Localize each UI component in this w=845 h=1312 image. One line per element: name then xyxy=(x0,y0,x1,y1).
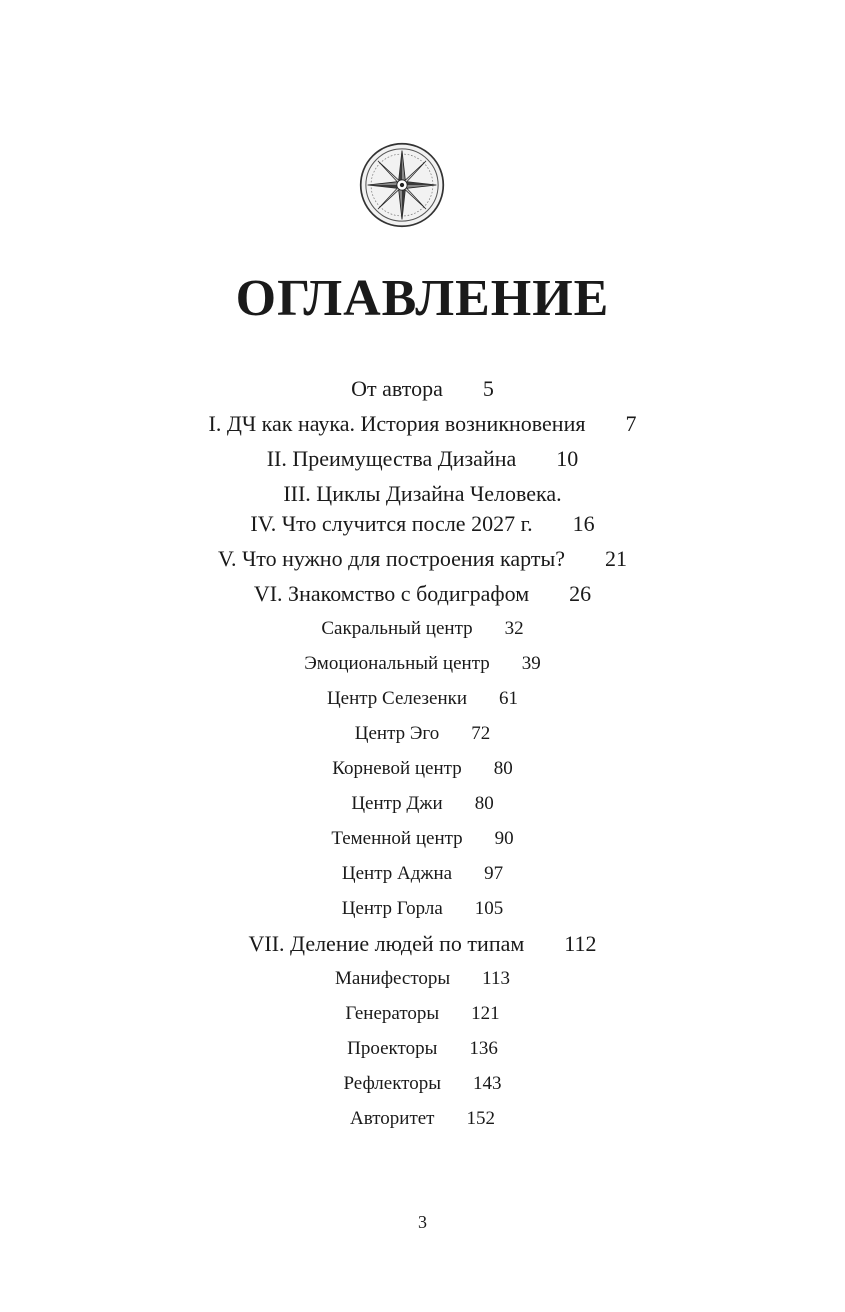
toc-entry-title: Центр Джи xyxy=(351,793,443,814)
toc-entry xyxy=(0,752,845,786)
toc-entry xyxy=(0,962,845,996)
toc-entry-title: Манифесторы xyxy=(335,968,451,989)
toc-entry-page: 136 xyxy=(469,1038,498,1059)
toc-entry-title: Центр Эго xyxy=(354,723,440,744)
toc-entry-page: 39 xyxy=(521,653,541,674)
toc-entry xyxy=(0,442,845,476)
toc-entry xyxy=(0,787,845,821)
toc-entry-page: 5 xyxy=(482,376,494,401)
toc-entry-page: 112 xyxy=(564,931,597,956)
toc-entry-title: Эмоциональный центр xyxy=(304,653,490,674)
toc-entry-title: V. Что нужно для построения карты? xyxy=(217,546,566,571)
toc-entry-page: 72 xyxy=(471,723,491,744)
toc-entry xyxy=(0,997,845,1031)
toc-entry-title: Корневой центр xyxy=(332,758,462,779)
toc-entry-page: 152 xyxy=(466,1108,495,1129)
toc-entry-title: II. Преимущества Дизайна xyxy=(266,446,517,471)
toc-entry xyxy=(0,1032,845,1066)
toc-entry-page: 80 xyxy=(493,758,513,779)
toc-entry xyxy=(0,1067,845,1101)
toc-entry-page: 7 xyxy=(625,411,637,436)
toc-entry-page: 97 xyxy=(484,863,504,884)
toc-entry-title: Генераторы xyxy=(345,1003,440,1024)
toc-entry-page: 143 xyxy=(473,1073,502,1094)
toc-entry-page: 32 xyxy=(504,618,524,639)
toc-entry xyxy=(0,647,845,681)
toc-entry xyxy=(0,822,845,856)
toc-entry-title: III. Циклы Дизайна Человека. xyxy=(283,481,562,506)
toc-entry-title: Сакральный центр xyxy=(321,618,473,639)
toc-entry-page: 121 xyxy=(471,1003,500,1024)
toc-entry-title: Центр Аджна xyxy=(341,863,453,884)
toc-entry-page: 90 xyxy=(494,828,514,849)
toc-entry xyxy=(0,682,845,716)
toc-entry xyxy=(0,507,845,541)
toc-entry-title: Проекторы xyxy=(347,1038,438,1059)
toc-entry-title: Центр Горла xyxy=(341,898,443,919)
page-title: ОГЛАВЛЕНИЕ xyxy=(235,270,610,327)
toc-entry xyxy=(0,717,845,751)
toc-entry xyxy=(0,372,845,406)
toc-entry xyxy=(0,407,845,441)
toc-entry xyxy=(0,857,845,891)
toc-entry xyxy=(0,1102,845,1136)
toc-entry xyxy=(0,927,845,961)
toc-entry-page: 80 xyxy=(474,793,494,814)
toc-entry-page: 105 xyxy=(474,898,504,919)
toc-entry xyxy=(0,477,845,511)
toc-entry-page: 16 xyxy=(572,511,595,536)
toc-entry-title: I. ДЧ как наука. История возникновения xyxy=(208,411,586,436)
toc-entry-page: 61 xyxy=(499,688,519,709)
page-number: 3 xyxy=(418,1212,427,1232)
toc-entry-page: 113 xyxy=(482,968,510,989)
toc-entry-page: 21 xyxy=(605,546,628,571)
toc-entry-title: Авторитет xyxy=(350,1108,435,1129)
toc-entry-title: Теменной центр xyxy=(331,828,463,849)
toc-entry xyxy=(0,892,845,926)
toc-entry xyxy=(0,542,845,576)
toc-entry-title: IV. Что случится после 2027 г. xyxy=(250,511,533,536)
toc-entry-page: 26 xyxy=(569,581,592,606)
toc-entry-title: Центр Селезенки xyxy=(326,688,468,709)
toc-entry-page: 10 xyxy=(556,446,579,471)
toc-entry-title: Рефлекторы xyxy=(343,1073,442,1094)
compass-rose-icon xyxy=(359,142,445,228)
toc-entry xyxy=(0,612,845,646)
toc-entry-title: От автора xyxy=(351,376,443,401)
toc-entry-title: VII. Деление людей по типам xyxy=(248,931,525,956)
toc-entry xyxy=(0,577,845,611)
toc-entry-title: VI. Знакомство с бодиграфом xyxy=(253,581,530,606)
